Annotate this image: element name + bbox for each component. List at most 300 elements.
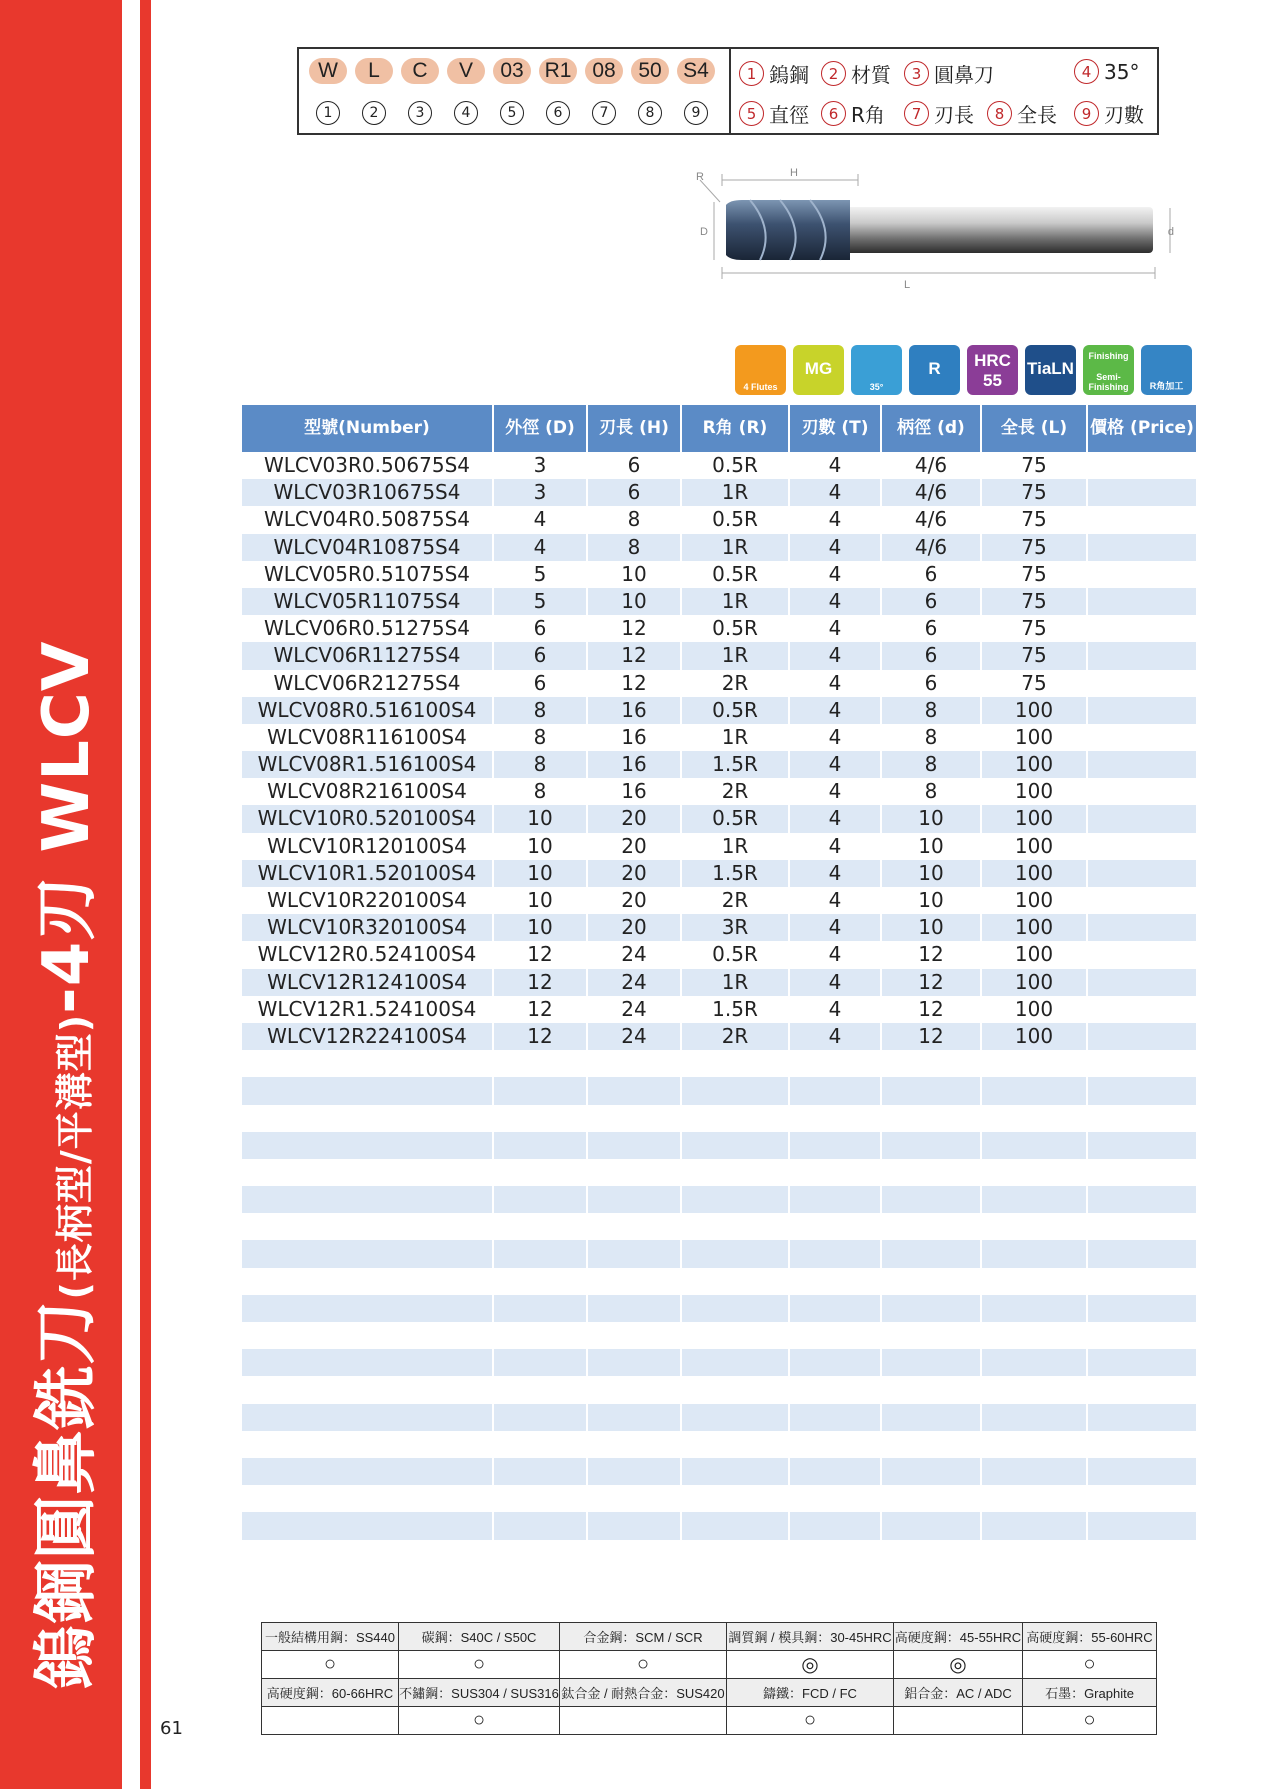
table-cell: 8 bbox=[882, 751, 982, 778]
material-suitability: ○ bbox=[1023, 1651, 1157, 1679]
code-position-number: 8 bbox=[638, 101, 662, 125]
table-cell: 8 bbox=[588, 506, 682, 533]
table-cell: 12 bbox=[494, 1023, 588, 1050]
table-cell: 4 bbox=[790, 670, 882, 697]
table-cell bbox=[588, 1458, 682, 1485]
table-cell bbox=[494, 1540, 588, 1567]
table-cell bbox=[790, 1132, 882, 1159]
material-suitability: ○ bbox=[1023, 1707, 1157, 1735]
table-cell: 4 bbox=[790, 724, 882, 751]
table-cell bbox=[242, 1322, 494, 1349]
table-cell: 10 bbox=[494, 805, 588, 832]
column-header: R角 (R) bbox=[682, 405, 790, 452]
table-cell: 6 bbox=[882, 561, 982, 588]
table-cell: 10 bbox=[882, 914, 982, 941]
table-cell: 8 bbox=[494, 724, 588, 751]
legend-item bbox=[1074, 99, 1144, 128]
sidebar bbox=[0, 0, 122, 1789]
table-cell: WLCV08R116100S4 bbox=[242, 724, 494, 751]
table-cell: 10 bbox=[588, 588, 682, 615]
table-cell: 4 bbox=[790, 833, 882, 860]
table-cell bbox=[588, 1485, 682, 1512]
table-cell: 1R bbox=[682, 479, 790, 506]
table-cell bbox=[982, 1213, 1088, 1240]
table-row bbox=[242, 479, 1198, 506]
code-breakdown-box bbox=[297, 47, 1159, 135]
table-cell bbox=[682, 1268, 790, 1295]
table-cell bbox=[882, 1431, 982, 1458]
table-cell bbox=[588, 1159, 682, 1186]
tool-flutes bbox=[726, 200, 850, 260]
table-cell bbox=[790, 1404, 882, 1431]
table-cell: 16 bbox=[588, 778, 682, 805]
table-cell bbox=[1088, 914, 1198, 941]
table-cell bbox=[682, 1077, 790, 1104]
page-number: 61 bbox=[160, 1718, 183, 1739]
table-cell: 8 bbox=[882, 778, 982, 805]
table-row bbox=[242, 996, 1198, 1023]
table-cell: 1.5R bbox=[682, 860, 790, 887]
table-cell bbox=[982, 1240, 1088, 1267]
sidebar-accent-line bbox=[140, 0, 151, 1789]
table-cell: WLCV05R11075S4 bbox=[242, 588, 494, 615]
table-cell bbox=[790, 1512, 882, 1539]
table-cell: 12 bbox=[588, 615, 682, 642]
legend-number: 8 bbox=[987, 101, 1012, 126]
table-cell bbox=[882, 1458, 982, 1485]
table-cell: 10 bbox=[882, 833, 982, 860]
material-label: 高硬度鋼：55-60HRC bbox=[1023, 1623, 1157, 1651]
code-cell: 50 bbox=[631, 58, 669, 84]
table-cell: 10 bbox=[494, 833, 588, 860]
table-cell: 75 bbox=[982, 452, 1088, 479]
table-cell bbox=[982, 1105, 1088, 1132]
material-suitability: ◎ bbox=[727, 1651, 894, 1679]
table-cell bbox=[588, 1349, 682, 1376]
table-cell: 0.5R bbox=[682, 805, 790, 832]
table-row bbox=[242, 1240, 1198, 1267]
table-cell bbox=[1088, 1431, 1198, 1458]
legend-text: 鎢鋼 bbox=[769, 63, 809, 87]
table-cell: 8 bbox=[882, 724, 982, 751]
material-suitability bbox=[894, 1707, 1023, 1735]
table-row bbox=[242, 697, 1198, 724]
table-row bbox=[242, 1485, 1198, 1512]
column-header: 外徑 (D) bbox=[494, 405, 588, 452]
table-cell bbox=[882, 1213, 982, 1240]
table-cell: 8 bbox=[494, 697, 588, 724]
table-cell: WLCV10R0.520100S4 bbox=[242, 805, 494, 832]
table-cell: 4 bbox=[790, 805, 882, 832]
table-cell: 24 bbox=[588, 969, 682, 996]
table-cell: 24 bbox=[588, 941, 682, 968]
table-cell: WLCV08R0.516100S4 bbox=[242, 697, 494, 724]
table-cell bbox=[1088, 1295, 1198, 1322]
column-header: 刃長 (H) bbox=[588, 405, 682, 452]
table-cell bbox=[682, 1050, 790, 1077]
table-cell bbox=[882, 1050, 982, 1077]
legend-number: 4 bbox=[1074, 59, 1099, 84]
table-cell: 4 bbox=[790, 887, 882, 914]
legend-item bbox=[904, 99, 974, 128]
side-title-main: 鎢鋼圓鼻銑刀 bbox=[30, 1299, 104, 1690]
table-cell bbox=[790, 1458, 882, 1485]
table-cell: 1R bbox=[682, 588, 790, 615]
material-suitability: ○ bbox=[399, 1707, 560, 1735]
table-cell bbox=[1088, 805, 1198, 832]
table-cell bbox=[882, 1186, 982, 1213]
table-cell bbox=[790, 1240, 882, 1267]
table-cell bbox=[790, 1322, 882, 1349]
table-cell: 10 bbox=[588, 561, 682, 588]
table-cell bbox=[588, 1376, 682, 1403]
badge-label: HRC bbox=[974, 351, 1011, 370]
table-row bbox=[242, 670, 1198, 697]
table-cell bbox=[242, 1404, 494, 1431]
material-label-row bbox=[262, 1623, 1157, 1651]
table-cell bbox=[494, 1105, 588, 1132]
table-cell: 6 bbox=[494, 670, 588, 697]
legend-number: 5 bbox=[739, 101, 764, 126]
table-cell bbox=[882, 1268, 982, 1295]
table-cell bbox=[242, 1213, 494, 1240]
table-cell bbox=[790, 1077, 882, 1104]
legend-text: 35° bbox=[1104, 59, 1140, 84]
table-row bbox=[242, 588, 1198, 615]
table-cell bbox=[790, 1159, 882, 1186]
table-cell: 100 bbox=[982, 778, 1088, 805]
table-cell bbox=[588, 1268, 682, 1295]
table-cell bbox=[982, 1050, 1088, 1077]
table-cell: 75 bbox=[982, 588, 1088, 615]
table-cell bbox=[982, 1295, 1088, 1322]
material-suitability bbox=[262, 1707, 399, 1735]
table-cell bbox=[790, 1050, 882, 1077]
table-cell bbox=[1088, 697, 1198, 724]
table-row bbox=[242, 1458, 1198, 1485]
legend-number: 6 bbox=[821, 101, 846, 126]
table-cell: 20 bbox=[588, 914, 682, 941]
legend-number: 1 bbox=[739, 61, 764, 86]
table-cell bbox=[242, 1295, 494, 1322]
table-cell bbox=[494, 1295, 588, 1322]
table-cell bbox=[1088, 1404, 1198, 1431]
table-cell bbox=[1088, 1512, 1198, 1539]
table-cell bbox=[494, 1512, 588, 1539]
table-cell bbox=[790, 1431, 882, 1458]
table-cell bbox=[1088, 452, 1198, 479]
table-cell bbox=[1088, 941, 1198, 968]
badge-label: MG bbox=[804, 359, 833, 378]
table-cell bbox=[882, 1132, 982, 1159]
table-cell bbox=[882, 1077, 982, 1104]
table-cell: 20 bbox=[588, 833, 682, 860]
material-label: 高硬度鋼：60-66HRC bbox=[262, 1679, 399, 1707]
table-row bbox=[242, 1431, 1198, 1458]
table-cell bbox=[1088, 1458, 1198, 1485]
spec-table bbox=[242, 405, 1198, 1567]
table-cell: 10 bbox=[494, 887, 588, 914]
table-cell: 10 bbox=[494, 860, 588, 887]
helix-35-badge bbox=[851, 345, 902, 395]
table-cell bbox=[588, 1512, 682, 1539]
code-cell: S4 bbox=[677, 58, 715, 84]
table-cell: 0.5R bbox=[682, 615, 790, 642]
legend-text: 直徑 bbox=[769, 103, 809, 127]
table-cell bbox=[494, 1349, 588, 1376]
materials-table bbox=[261, 1622, 1157, 1735]
code-cell: 08 bbox=[585, 58, 623, 84]
table-cell: 4/6 bbox=[882, 534, 982, 561]
table-cell: 4 bbox=[790, 534, 882, 561]
finishing-badge bbox=[1083, 345, 1134, 395]
table-cell bbox=[494, 1431, 588, 1458]
table-row bbox=[242, 1322, 1198, 1349]
column-header: 型號(Number) bbox=[242, 405, 494, 452]
badge-sub: 4 Flutes bbox=[743, 382, 778, 392]
table-cell: 2R bbox=[682, 1023, 790, 1050]
table-cell bbox=[494, 1268, 588, 1295]
table-cell bbox=[982, 1458, 1088, 1485]
table-cell bbox=[682, 1159, 790, 1186]
column-header: 刃數 (T) bbox=[790, 405, 882, 452]
table-cell bbox=[1088, 1349, 1198, 1376]
table-cell bbox=[982, 1159, 1088, 1186]
table-cell: WLCV06R0.51275S4 bbox=[242, 615, 494, 642]
table-cell bbox=[682, 1240, 790, 1267]
table-cell bbox=[242, 1186, 494, 1213]
table-cell: 6 bbox=[588, 452, 682, 479]
table-cell bbox=[1088, 1485, 1198, 1512]
table-cell: 75 bbox=[982, 534, 1088, 561]
code-position-number: 3 bbox=[408, 101, 432, 125]
table-cell: 5 bbox=[494, 588, 588, 615]
table-cell bbox=[1088, 1268, 1198, 1295]
table-cell: 12 bbox=[882, 941, 982, 968]
table-cell bbox=[790, 1105, 882, 1132]
table-cell bbox=[790, 1349, 882, 1376]
table-cell bbox=[1088, 887, 1198, 914]
table-cell: 6 bbox=[882, 642, 982, 669]
table-row bbox=[242, 561, 1198, 588]
table-cell: 1R bbox=[682, 534, 790, 561]
table-cell: 75 bbox=[982, 642, 1088, 669]
table-cell: 4 bbox=[790, 615, 882, 642]
table-cell bbox=[242, 1268, 494, 1295]
table-cell bbox=[1088, 724, 1198, 751]
table-cell: 75 bbox=[982, 615, 1088, 642]
legend-number: 7 bbox=[904, 101, 929, 126]
table-row bbox=[242, 642, 1198, 669]
table-cell: 4 bbox=[790, 914, 882, 941]
table-row bbox=[242, 1295, 1198, 1322]
table-cell bbox=[982, 1540, 1088, 1567]
table-cell: 4 bbox=[790, 751, 882, 778]
table-cell bbox=[882, 1349, 982, 1376]
table-cell bbox=[1088, 996, 1198, 1023]
table-cell: WLCV04R0.50875S4 bbox=[242, 506, 494, 533]
table-cell bbox=[242, 1458, 494, 1485]
table-cell bbox=[242, 1376, 494, 1403]
code-cell: V bbox=[447, 58, 485, 84]
code-cell: R1 bbox=[539, 58, 577, 84]
table-row bbox=[242, 914, 1198, 941]
table-cell: WLCV12R0.524100S4 bbox=[242, 941, 494, 968]
code-cell: L bbox=[355, 58, 393, 84]
table-cell: WLCV10R1.520100S4 bbox=[242, 860, 494, 887]
4-flutes-badge bbox=[735, 345, 786, 395]
material-suitability: ○ bbox=[399, 1651, 560, 1679]
table-cell bbox=[588, 1540, 682, 1567]
table-cell bbox=[982, 1077, 1088, 1104]
table-row bbox=[242, 615, 1198, 642]
table-cell bbox=[682, 1186, 790, 1213]
table-cell bbox=[242, 1240, 494, 1267]
material-label: 合金鋼：SCM / SCR bbox=[560, 1623, 727, 1651]
code-cell: 03 bbox=[493, 58, 531, 84]
legend-text: 圓鼻刀 bbox=[934, 63, 994, 87]
table-cell: WLCV03R10675S4 bbox=[242, 479, 494, 506]
material-label: 鋁合金：AC / ADC bbox=[894, 1679, 1023, 1707]
table-cell bbox=[1088, 1376, 1198, 1403]
legend-item bbox=[739, 99, 809, 128]
table-cell: WLCV12R1.524100S4 bbox=[242, 996, 494, 1023]
table-cell bbox=[494, 1404, 588, 1431]
table-cell bbox=[494, 1376, 588, 1403]
table-cell bbox=[242, 1512, 494, 1539]
table-cell: 12 bbox=[882, 969, 982, 996]
table-cell bbox=[682, 1376, 790, 1403]
table-row bbox=[242, 1213, 1198, 1240]
table-cell: 1R bbox=[682, 833, 790, 860]
table-row bbox=[242, 1404, 1198, 1431]
table-cell bbox=[682, 1431, 790, 1458]
badge-sub: 35° bbox=[869, 382, 884, 392]
table-body bbox=[242, 452, 1198, 1567]
table-cell: 100 bbox=[982, 805, 1088, 832]
legend-text: 全長 bbox=[1017, 103, 1057, 127]
table-cell: 12 bbox=[494, 969, 588, 996]
table-cell: 10 bbox=[882, 805, 982, 832]
table-cell: 4 bbox=[790, 588, 882, 615]
table-cell bbox=[682, 1512, 790, 1539]
table-cell bbox=[1088, 860, 1198, 887]
table-cell bbox=[494, 1322, 588, 1349]
material-value-row bbox=[262, 1651, 1157, 1679]
table-cell bbox=[882, 1105, 982, 1132]
table-cell: 3R bbox=[682, 914, 790, 941]
table-cell: 4 bbox=[790, 1023, 882, 1050]
table-cell: WLCV06R11275S4 bbox=[242, 642, 494, 669]
table-row bbox=[242, 1376, 1198, 1403]
table-cell: WLCV08R1.516100S4 bbox=[242, 751, 494, 778]
table-cell bbox=[1088, 1132, 1198, 1159]
table-cell: 3 bbox=[494, 452, 588, 479]
table-cell: 0.5R bbox=[682, 561, 790, 588]
table-cell: 12 bbox=[494, 996, 588, 1023]
table-cell: 100 bbox=[982, 887, 1088, 914]
material-value-row bbox=[262, 1707, 1157, 1735]
table-cell bbox=[1088, 1159, 1198, 1186]
table-cell bbox=[982, 1485, 1088, 1512]
table-cell: 75 bbox=[982, 479, 1088, 506]
table-row bbox=[242, 724, 1198, 751]
table-cell bbox=[982, 1404, 1088, 1431]
table-cell: 10 bbox=[494, 914, 588, 941]
table-cell bbox=[682, 1485, 790, 1512]
material-suitability: ○ bbox=[560, 1651, 727, 1679]
table-cell bbox=[588, 1132, 682, 1159]
table-row bbox=[242, 1512, 1198, 1539]
legend-item bbox=[1074, 59, 1139, 84]
table-cell bbox=[790, 1295, 882, 1322]
table-cell bbox=[1088, 1105, 1198, 1132]
table-cell: 100 bbox=[982, 941, 1088, 968]
table-cell bbox=[588, 1050, 682, 1077]
table-header bbox=[242, 405, 1198, 452]
table-cell bbox=[1088, 1077, 1198, 1104]
table-cell: 4 bbox=[790, 996, 882, 1023]
code-position-number: 4 bbox=[454, 101, 478, 125]
table-cell: 16 bbox=[588, 751, 682, 778]
table-cell bbox=[790, 1485, 882, 1512]
table-cell: 5 bbox=[494, 561, 588, 588]
material-label: 鈦合金 / 耐熱合金：SUS420 bbox=[560, 1679, 727, 1707]
material-label-row bbox=[262, 1679, 1157, 1707]
badge-sub: Semi-Finishing bbox=[1088, 372, 1129, 392]
table-cell bbox=[494, 1050, 588, 1077]
table-cell: 2R bbox=[682, 887, 790, 914]
table-cell: 1R bbox=[682, 642, 790, 669]
table-cell bbox=[242, 1105, 494, 1132]
table-cell bbox=[494, 1159, 588, 1186]
legend-text: 材質 bbox=[851, 63, 891, 87]
table-cell bbox=[982, 1186, 1088, 1213]
table-cell bbox=[882, 1159, 982, 1186]
table-cell: 75 bbox=[982, 561, 1088, 588]
side-title-tail: -4刃 WLCV bbox=[30, 640, 104, 1014]
table-cell bbox=[588, 1186, 682, 1213]
table-cell: 100 bbox=[982, 833, 1088, 860]
table-cell: 1.5R bbox=[682, 996, 790, 1023]
table-cell: 4 bbox=[790, 860, 882, 887]
table-cell bbox=[682, 1349, 790, 1376]
table-cell bbox=[1088, 778, 1198, 805]
table-cell: 4 bbox=[790, 561, 882, 588]
table-cell bbox=[982, 1322, 1088, 1349]
table-cell: WLCV10R220100S4 bbox=[242, 887, 494, 914]
table-cell: 4 bbox=[790, 506, 882, 533]
table-cell bbox=[882, 1404, 982, 1431]
table-cell: 100 bbox=[982, 914, 1088, 941]
table-cell: 1R bbox=[682, 724, 790, 751]
table-cell: 1.5R bbox=[682, 751, 790, 778]
table-cell bbox=[982, 1431, 1088, 1458]
table-cell bbox=[982, 1349, 1088, 1376]
table-cell bbox=[682, 1322, 790, 1349]
table-cell: 4/6 bbox=[882, 452, 982, 479]
legend-item bbox=[904, 59, 994, 88]
r-corner-badge bbox=[909, 345, 960, 395]
table-row bbox=[242, 1077, 1198, 1104]
table-cell: 6 bbox=[882, 588, 982, 615]
table-cell: 100 bbox=[982, 751, 1088, 778]
table-cell bbox=[682, 1404, 790, 1431]
label-r: R bbox=[696, 171, 704, 183]
table-cell: 8 bbox=[588, 534, 682, 561]
material-suitability: ○ bbox=[727, 1707, 894, 1735]
side-title bbox=[15, 641, 107, 1690]
